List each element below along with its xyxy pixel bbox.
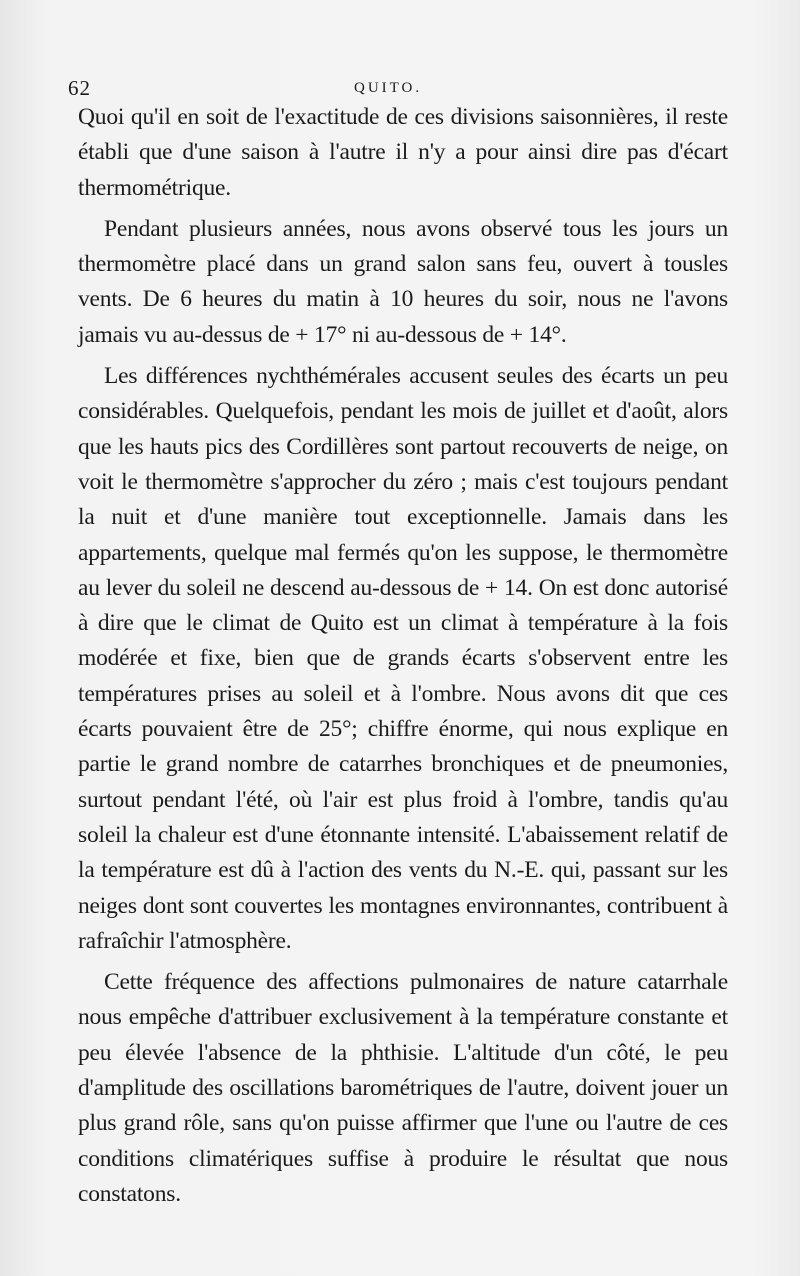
running-title: QUITO. bbox=[354, 80, 423, 96]
paragraph-daily-differences: Les différences nychthémérales accusent seules des écarts un peu considérables. Quelquefois, pendant les mois de juillet et d'août, alors que les hauts pics des Cordillères sont partout recouverts de neige, on voit le thermomètre s'approcher du zéro ; mais c'est toujours pendant la nuit et d'une manière tout exceptionnelle. Jamais dans les appartements, quelque mal fermés qu'on les suppose, le thermomètre au lever du soleil ne descend au-dessous de + 14. On est donc autorisé à dire que le climat de Quito est un climat à température à la fois modérée et fixe, bien que de grands écarts s'observent entre les températures prises au soleil et à l'ombre. Nous avons dit que ces écarts pouvaient être de 25°; chiffre énorme, qui nous explique en partie le grand nombre de catarrhes bronchiques et de pneumonies, surtout pendant l'été, où l'air est plus froid à l'ombre, tandis qu'au soleil la chaleur est d'une étonnante intensité. L'abaissement relatif de la température est dû à l'action des vents du N.-E. qui, passant sur les neiges dont sont couvertes les montagnes environnantes, contribuent à rafraîchir l'atmosphère. bbox=[78, 363, 728, 954]
paragraph-thermometer-observation: Pendant plusieurs années, nous avons observé tous les jours un thermomètre placé dans un grand salon sans feu, ouvert à tousles vents. De 6 heures du matin à 10 heures du soir, nous ne l'avons jamais vu au-dessus de + 17° ni au-dessous de + 14°. bbox=[78, 215, 728, 348]
paragraph-seasonal-divisions: Quoi qu'il en soit de l'exactitude de ces divisions saisonnières, il reste établi que d'une saison à l'autre il n'y a pour ainsi dire pas d'écart thermométrique. bbox=[78, 104, 728, 201]
page-number: 62 bbox=[68, 76, 91, 100]
page-header bbox=[68, 76, 728, 100]
body-text bbox=[78, 100, 728, 1218]
paragraph-pulmonary-affections: Cette fréquence des affections pulmonaires de nature catarrhale nous empêche d'attribuer exclusivement à la température constante et peu élevée l'absence de la phthisie. L'altitude d'un côté, le peu d'amplitude des oscillations barométriques de l'autre, doivent jouer un plus grand rôle, sans qu'on puisse affirmer que l'une ou l'autre de ces conditions climatériques suffise à produire le résultat que nous constatons. bbox=[78, 969, 728, 1207]
